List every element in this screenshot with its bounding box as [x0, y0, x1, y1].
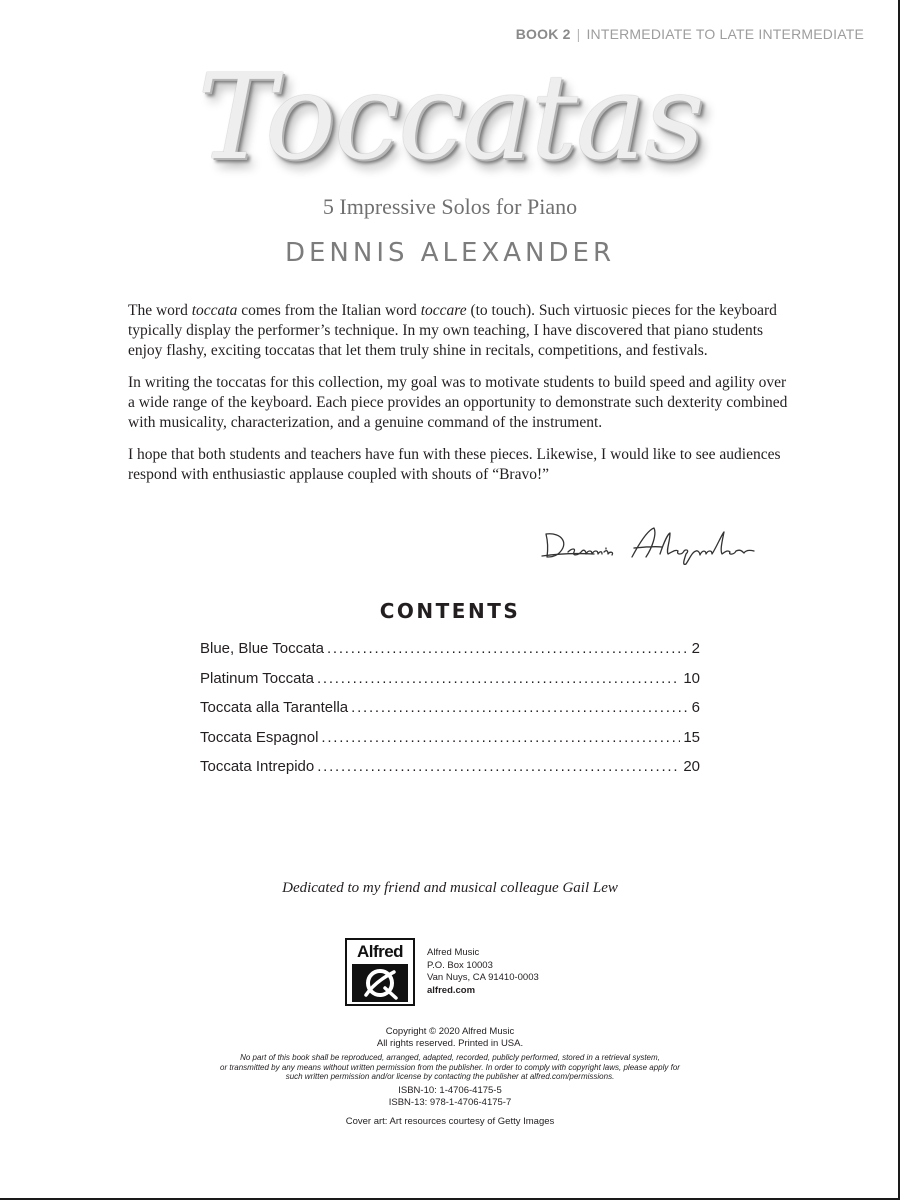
toc-item: [200, 640, 700, 670]
toc-leader-dots: [351, 699, 689, 716]
contents-heading: CONTENTS: [379, 599, 521, 623]
address-line: Alfred Music: [427, 947, 480, 958]
cover-art-credit: Cover art: Art resources courtesy of Getty Images: [345, 1115, 555, 1127]
toc-item: [200, 670, 700, 700]
copyright-line: Copyright © 2020 Alfred Music: [385, 1026, 515, 1037]
term-toccare: toccare: [420, 302, 467, 319]
book-subtitle: 5 Impressive Solos for Piano: [322, 194, 578, 219]
toc-leader-dots: [317, 670, 680, 687]
toc-item: [200, 758, 700, 788]
isbn-10: ISBN-10: 1-4706-4175-5: [398, 1084, 502, 1096]
header-separator: |: [576, 26, 581, 42]
toc-item-page: 6: [691, 699, 700, 716]
intro-paragraph-1: The word toccata comes from the Italian word toccare (to touch). Such virtuosic pieces for the keyboard typically display the performer’s technique. In my own teaching, I have discovered that piano students enjoy flashy, exciting toccatas that let them truly shine in recitals, competitions, and festivals.: [128, 302, 777, 359]
table-of-contents: [200, 640, 700, 788]
toc-item-page: 10: [683, 669, 700, 687]
intro-paragraph-2: In writing the toccatas for this collection, my goal was to motivate students to build speed and agility over a wide range of the keyboard. Each piece provides an opportunity to demonstrate such dexterity combined with musicality, characterization, and a genuine command of the instrument.: [128, 374, 788, 431]
book-number: BOOK 2: [515, 26, 571, 42]
alfred-music-logo-icon: [345, 938, 415, 1006]
introduction: [128, 301, 792, 497]
logo-wordmark: Alfred: [356, 942, 404, 961]
toc-leader-dots: [317, 758, 680, 775]
logo-emblem-icon: [352, 964, 408, 1002]
toc-leader-dots: [327, 640, 689, 657]
toc-item-page: 2: [691, 640, 700, 657]
isbn-13: ISBN-13: 978-1-4706-4175-7: [388, 1096, 512, 1108]
publisher-address: [427, 947, 539, 997]
signature-icon: [536, 520, 760, 570]
address-line: P.O. Box 10003: [427, 959, 493, 971]
toc-item-title: Toccata Intrepido: [200, 758, 315, 775]
legal-notice: [0, 1026, 900, 1128]
toc-leader-dots: [321, 729, 680, 746]
toc-item-title: Toccata Espagnol: [200, 728, 319, 746]
publisher-website: alfred.com: [427, 984, 476, 996]
intro-paragraph-3: I hope that both students and teachers have fun with these pieces. Likewise, I would like to see audiences respond with enthusiastic applause coupled with shouts of “Bravo!”: [128, 446, 781, 483]
rights-line: All rights reserved. Printed in USA.: [376, 1038, 524, 1049]
toc-item: [200, 729, 700, 759]
dedication: Dedicated to my friend and musical colleague Gail Lew: [282, 880, 618, 896]
address-line: Van Nuys, CA 91410-0003: [427, 972, 539, 983]
book-title: Toccatas: [197, 48, 703, 186]
level-label: INTERMEDIATE TO LATE INTERMEDIATE: [586, 26, 864, 42]
toc-item-title: Blue, Blue Toccata: [200, 640, 324, 657]
toc-item-page: 15: [683, 728, 700, 746]
level-header: [516, 26, 864, 42]
toc-item-page: 20: [683, 758, 700, 775]
fine-print: No part of this book shall be reproduced, arranged, adapted, recorded, publicly performed, stored in a retrieval system, or transmitted by any means without written permission from the publisher. In order to comply with copyright laws, please apply for such written permission and/or license by contacting the publisher at alfred.com/permissions.: [220, 1053, 680, 1081]
term-toccata: toccata: [191, 302, 238, 319]
toc-item: [200, 699, 700, 729]
toc-item-title: Toccata alla Tarantella: [200, 699, 349, 716]
toc-item-title: Platinum Toccata: [200, 669, 314, 687]
author-name: DENNIS ALEXANDER: [284, 238, 616, 268]
